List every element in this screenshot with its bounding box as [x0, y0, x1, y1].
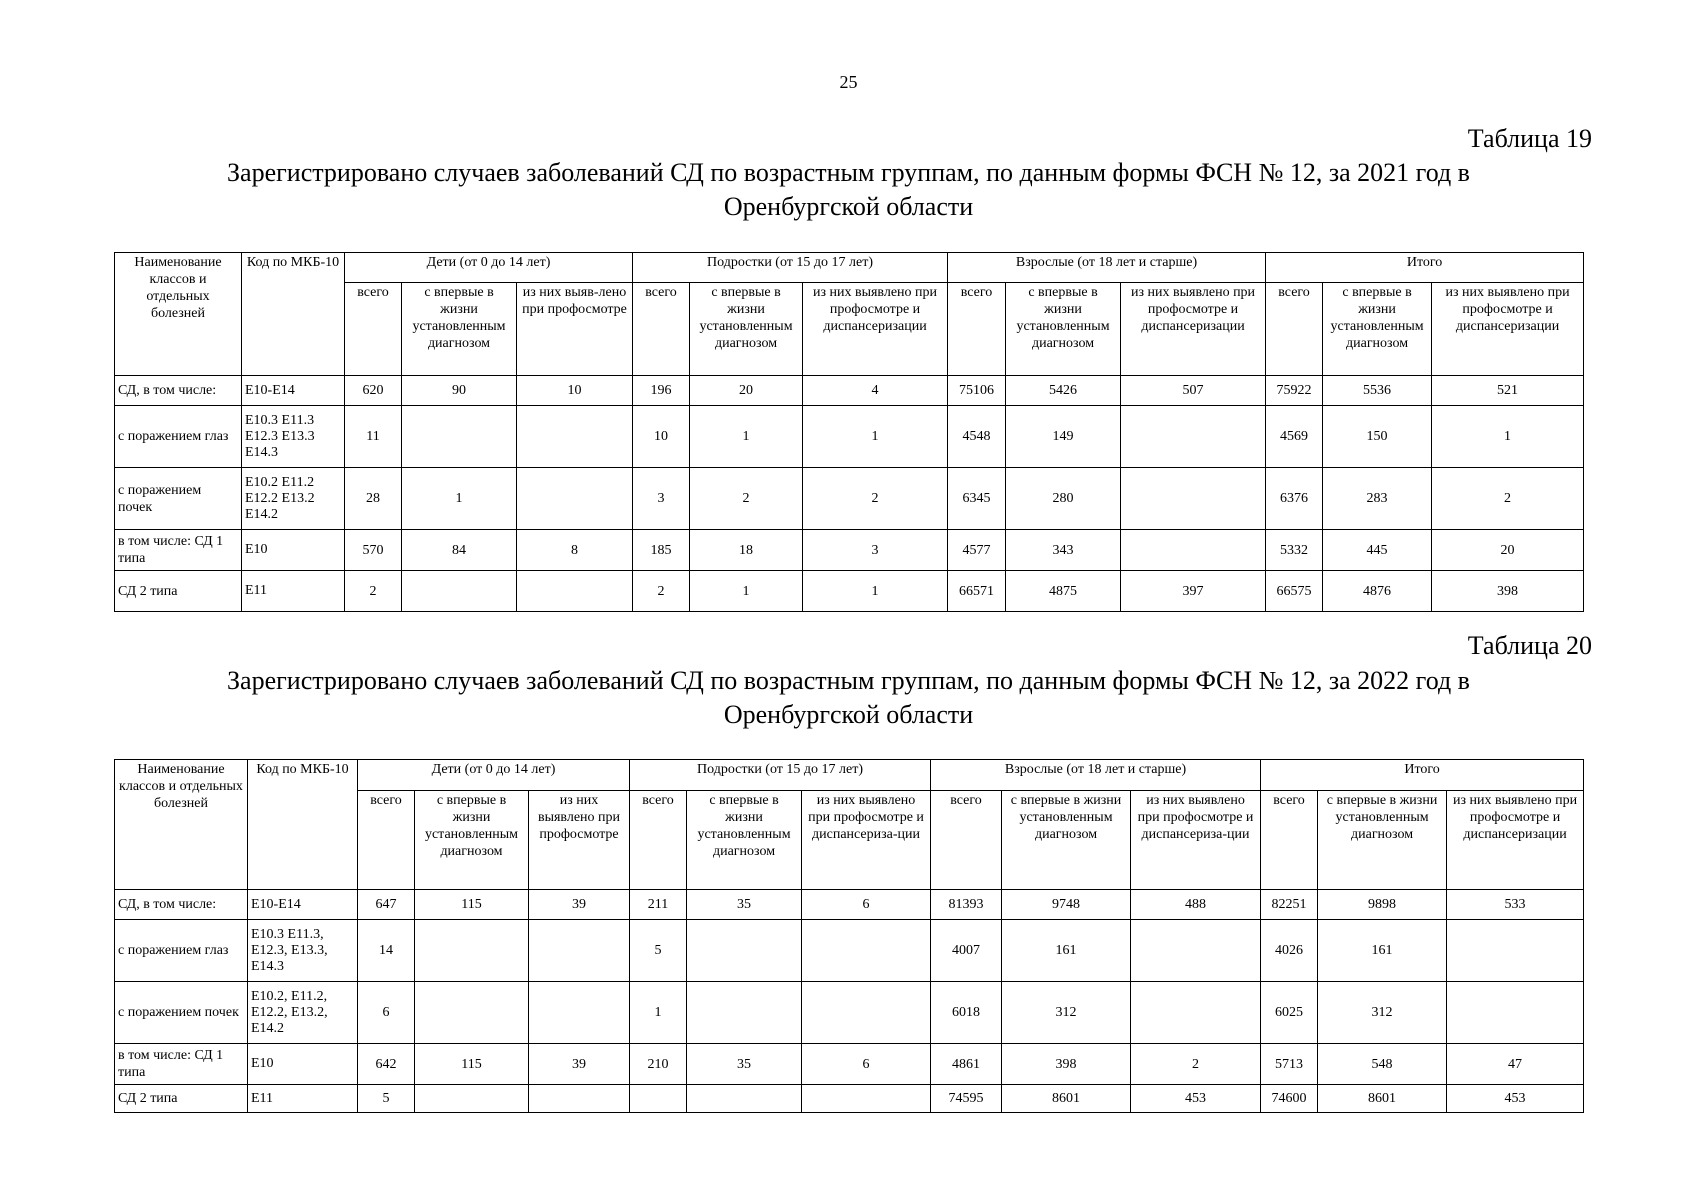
cell-value [517, 571, 633, 612]
column-header-name: Наименование классов и отдельных болезней [115, 253, 242, 376]
column-subheader: с впервые в жизни установленным диагнозом [1318, 791, 1447, 890]
cell-value [1121, 468, 1266, 530]
row-code: E10.2 E11.2 E12.2 E13.2 E14.2 [242, 468, 345, 530]
cell-value: 35 [687, 1044, 802, 1085]
cell-value: 521 [1432, 376, 1584, 406]
cell-value: 5332 [1266, 530, 1323, 571]
table-label: Таблица 19 [1467, 124, 1592, 153]
cell-value: 1 [803, 406, 948, 468]
cell-value: 10 [517, 376, 633, 406]
cell-value: 1 [690, 406, 803, 468]
cell-value: 210 [630, 1044, 687, 1085]
row-name: в том числе: СД 1 типа [115, 530, 242, 571]
cell-value: 196 [633, 376, 690, 406]
cell-value: 66575 [1266, 571, 1323, 612]
cell-value: 445 [1323, 530, 1432, 571]
cell-value [1131, 982, 1261, 1044]
column-subheader: с впервые в жизни установленным диагнозом [1006, 283, 1121, 376]
cell-value: 6 [358, 982, 415, 1044]
cell-value: 4 [803, 376, 948, 406]
page-number: 25 [839, 72, 858, 92]
cell-value: 2 [1432, 468, 1584, 530]
group-header: Взрослые (от 18 лет и старше) [931, 760, 1261, 791]
row-code: E10-E14 [242, 376, 345, 406]
column-subheader: с впервые в жизни установленным диагнозом [402, 283, 517, 376]
table-title [105, 664, 1592, 732]
row-name: с поражением глаз [115, 920, 248, 982]
cell-value: 6018 [931, 982, 1002, 1044]
cell-value: 20 [690, 376, 803, 406]
group-header: Подростки (от 15 до 17 лет) [633, 253, 948, 283]
cell-value [802, 1085, 931, 1113]
cell-value [802, 920, 931, 982]
table-row [115, 1044, 1584, 1085]
row-code: E11 [248, 1085, 358, 1113]
cell-value: 185 [633, 530, 690, 571]
table-row [115, 530, 1584, 571]
cell-value: 6376 [1266, 468, 1323, 530]
cell-value: 18 [690, 530, 803, 571]
cell-value: 74595 [931, 1085, 1002, 1113]
table-row [115, 982, 1584, 1044]
column-subheader: всего [1266, 283, 1323, 376]
cell-value: 280 [1006, 468, 1121, 530]
cell-value: 75106 [948, 376, 1006, 406]
cell-value: 2 [803, 468, 948, 530]
cell-value [402, 571, 517, 612]
cell-value: 8601 [1318, 1085, 1447, 1113]
cell-value: 4026 [1261, 920, 1318, 982]
cell-value: 397 [1121, 571, 1266, 612]
cell-value: 343 [1006, 530, 1121, 571]
cell-value: 398 [1432, 571, 1584, 612]
cell-value: 4569 [1266, 406, 1323, 468]
cell-value: 6025 [1261, 982, 1318, 1044]
cell-value: 533 [1447, 890, 1584, 920]
cell-value [687, 920, 802, 982]
cell-value: 488 [1131, 890, 1261, 920]
cell-value [802, 982, 931, 1044]
cell-value: 39 [529, 1044, 630, 1085]
group-header: Дети (от 0 до 14 лет) [358, 760, 630, 791]
cell-value: 642 [358, 1044, 415, 1085]
cell-value: 2 [633, 571, 690, 612]
cell-value [402, 406, 517, 468]
cell-value [687, 1085, 802, 1113]
row-code: E10-E14 [248, 890, 358, 920]
cell-value: 149 [1006, 406, 1121, 468]
table-title-line: Зарегистрировано случаев заболеваний СД по возрастным группам, по данным формы ФСН № 12, за 2022 год в [227, 666, 1470, 695]
cell-value: 84 [402, 530, 517, 571]
column-subheader: с впервые в жизни установленным диагнозом [690, 283, 803, 376]
cell-value: 4577 [948, 530, 1006, 571]
table-row [115, 468, 1584, 530]
cell-value [415, 1085, 529, 1113]
column-subheader: с впервые в жизни установленным диагнозом [687, 791, 802, 890]
table-title-line: Оренбургской области [723, 700, 974, 729]
row-name: с поражением почек [115, 468, 242, 530]
cell-value [1131, 920, 1261, 982]
cell-value: 2 [690, 468, 803, 530]
cell-value: 647 [358, 890, 415, 920]
column-subheader: всего [358, 791, 415, 890]
column-subheader: из них выявлено при профосмотре и диспансеризации [1447, 791, 1584, 890]
group-header: Подростки (от 15 до 17 лет) [630, 760, 931, 791]
row-code: E10.3 E11.3 E12.3 E13.3 E14.3 [242, 406, 345, 468]
cell-value [517, 406, 633, 468]
cell-value [517, 468, 633, 530]
column-subheader: с впервые в жизни установленным диагнозом [415, 791, 529, 890]
table-row [115, 920, 1584, 982]
cell-value: 6 [802, 1044, 931, 1085]
table-label: Таблица 20 [1467, 631, 1592, 660]
cell-value: 161 [1318, 920, 1447, 982]
cell-value: 35 [687, 890, 802, 920]
cell-value: 4876 [1323, 571, 1432, 612]
column-subheader: всего [1261, 791, 1318, 890]
row-name: с поражением почек [115, 982, 248, 1044]
cell-value: 5713 [1261, 1044, 1318, 1085]
cell-value: 4548 [948, 406, 1006, 468]
cell-value: 312 [1318, 982, 1447, 1044]
cell-value: 398 [1002, 1044, 1131, 1085]
cell-value: 5536 [1323, 376, 1432, 406]
cell-value: 570 [345, 530, 402, 571]
cell-value: 1 [803, 571, 948, 612]
cell-value: 6 [802, 890, 931, 920]
cell-value: 453 [1447, 1085, 1584, 1113]
table-row [115, 1085, 1584, 1113]
table-title-line: Оренбургской области [723, 192, 974, 221]
cell-value: 620 [345, 376, 402, 406]
cell-value [1121, 406, 1266, 468]
row-code: E10 [242, 530, 345, 571]
table-row [115, 406, 1584, 468]
column-subheader: из них выявлено при профосмотре и диспансериза-ции [1131, 791, 1261, 890]
group-header: Итого [1261, 760, 1584, 791]
column-header-name: Наименование классов и отдельных болезней [115, 760, 248, 890]
cell-value: 115 [415, 890, 529, 920]
column-subheader: из них выяв-лено при профосмотре [517, 283, 633, 376]
row-code: E10.2, E11.2, E12.2, E13.2, E14.2 [248, 982, 358, 1044]
column-subheader: с впервые в жизни установленным диагнозом [1002, 791, 1131, 890]
row-name: в том числе: СД 1 типа [115, 1044, 248, 1085]
column-subheader: всего [931, 791, 1002, 890]
cell-value: 2 [1131, 1044, 1261, 1085]
cell-value: 2 [345, 571, 402, 612]
cell-value: 11 [345, 406, 402, 468]
cell-value: 5 [358, 1085, 415, 1113]
column-subheader: из них выявлено при профосмотре и диспансеризации [803, 283, 948, 376]
cell-value: 283 [1323, 468, 1432, 530]
cell-value: 82251 [1261, 890, 1318, 920]
cell-value: 90 [402, 376, 517, 406]
cell-value: 14 [358, 920, 415, 982]
row-name: СД, в том числе: [115, 376, 242, 406]
cell-value: 9748 [1002, 890, 1131, 920]
cell-value: 66571 [948, 571, 1006, 612]
cell-value: 312 [1002, 982, 1131, 1044]
cell-value: 1 [630, 982, 687, 1044]
row-code: E11 [242, 571, 345, 612]
column-subheader: всего [630, 791, 687, 890]
table-row [115, 376, 1584, 406]
diabetes-table-2021 [114, 252, 1584, 612]
cell-value [529, 1085, 630, 1113]
cell-value [1447, 920, 1584, 982]
column-subheader: из них выявлено при профосмотре и диспансеризации [1121, 283, 1266, 376]
column-subheader: с впервые в жизни установленным диагнозом [1323, 283, 1432, 376]
cell-value: 20 [1432, 530, 1584, 571]
cell-value: 1 [690, 571, 803, 612]
cell-value: 75922 [1266, 376, 1323, 406]
group-header: Итого [1266, 253, 1584, 283]
cell-value [1447, 982, 1584, 1044]
group-header: Взрослые (от 18 лет и старше) [948, 253, 1266, 283]
cell-value: 115 [415, 1044, 529, 1085]
cell-value: 4007 [931, 920, 1002, 982]
cell-value [687, 982, 802, 1044]
row-code: E10.3 E11.3, E12.3, E13.3, E14.3 [248, 920, 358, 982]
cell-value: 6345 [948, 468, 1006, 530]
cell-value: 8601 [1002, 1085, 1131, 1113]
cell-value: 4875 [1006, 571, 1121, 612]
cell-value: 3 [803, 530, 948, 571]
row-name: с поражением глаз [115, 406, 242, 468]
column-subheader: из них выявлено при профосмотре [529, 791, 630, 890]
cell-value [415, 920, 529, 982]
cell-value: 8 [517, 530, 633, 571]
cell-value [1121, 530, 1266, 571]
cell-value: 9898 [1318, 890, 1447, 920]
cell-value [415, 982, 529, 1044]
cell-value: 453 [1131, 1085, 1261, 1113]
cell-value [529, 982, 630, 1044]
column-subheader: всего [948, 283, 1006, 376]
table-row [115, 890, 1584, 920]
column-header-code: Код по МКБ-10 [242, 253, 345, 376]
row-name: СД, в том числе: [115, 890, 248, 920]
table-row [115, 571, 1584, 612]
cell-value: 150 [1323, 406, 1432, 468]
cell-value [630, 1085, 687, 1113]
table-title [105, 156, 1592, 224]
column-header-code: Код по МКБ-10 [248, 760, 358, 890]
cell-value: 74600 [1261, 1085, 1318, 1113]
cell-value: 10 [633, 406, 690, 468]
column-subheader: из них выявлено при профосмотре и диспансериза-ции [802, 791, 931, 890]
cell-value: 81393 [931, 890, 1002, 920]
cell-value: 161 [1002, 920, 1131, 982]
cell-value: 28 [345, 468, 402, 530]
row-name: СД 2 типа [115, 571, 242, 612]
row-name: СД 2 типа [115, 1085, 248, 1113]
cell-value: 548 [1318, 1044, 1447, 1085]
cell-value: 4861 [931, 1044, 1002, 1085]
diabetes-table-2022 [114, 759, 1584, 1113]
cell-value: 1 [402, 468, 517, 530]
table-title-line: Зарегистрировано случаев заболеваний СД по возрастным группам, по данным формы ФСН № 12, за 2021 год в [227, 158, 1470, 187]
column-subheader: всего [633, 283, 690, 376]
column-subheader: всего [345, 283, 402, 376]
column-subheader: из них выявлено при профосмотре и диспансеризации [1432, 283, 1584, 376]
cell-value: 1 [1432, 406, 1584, 468]
cell-value: 5 [630, 920, 687, 982]
cell-value: 47 [1447, 1044, 1584, 1085]
cell-value: 39 [529, 890, 630, 920]
cell-value: 5426 [1006, 376, 1121, 406]
cell-value: 507 [1121, 376, 1266, 406]
group-header: Дети (от 0 до 14 лет) [345, 253, 633, 283]
cell-value: 211 [630, 890, 687, 920]
row-code: E10 [248, 1044, 358, 1085]
cell-value: 3 [633, 468, 690, 530]
cell-value [529, 920, 630, 982]
